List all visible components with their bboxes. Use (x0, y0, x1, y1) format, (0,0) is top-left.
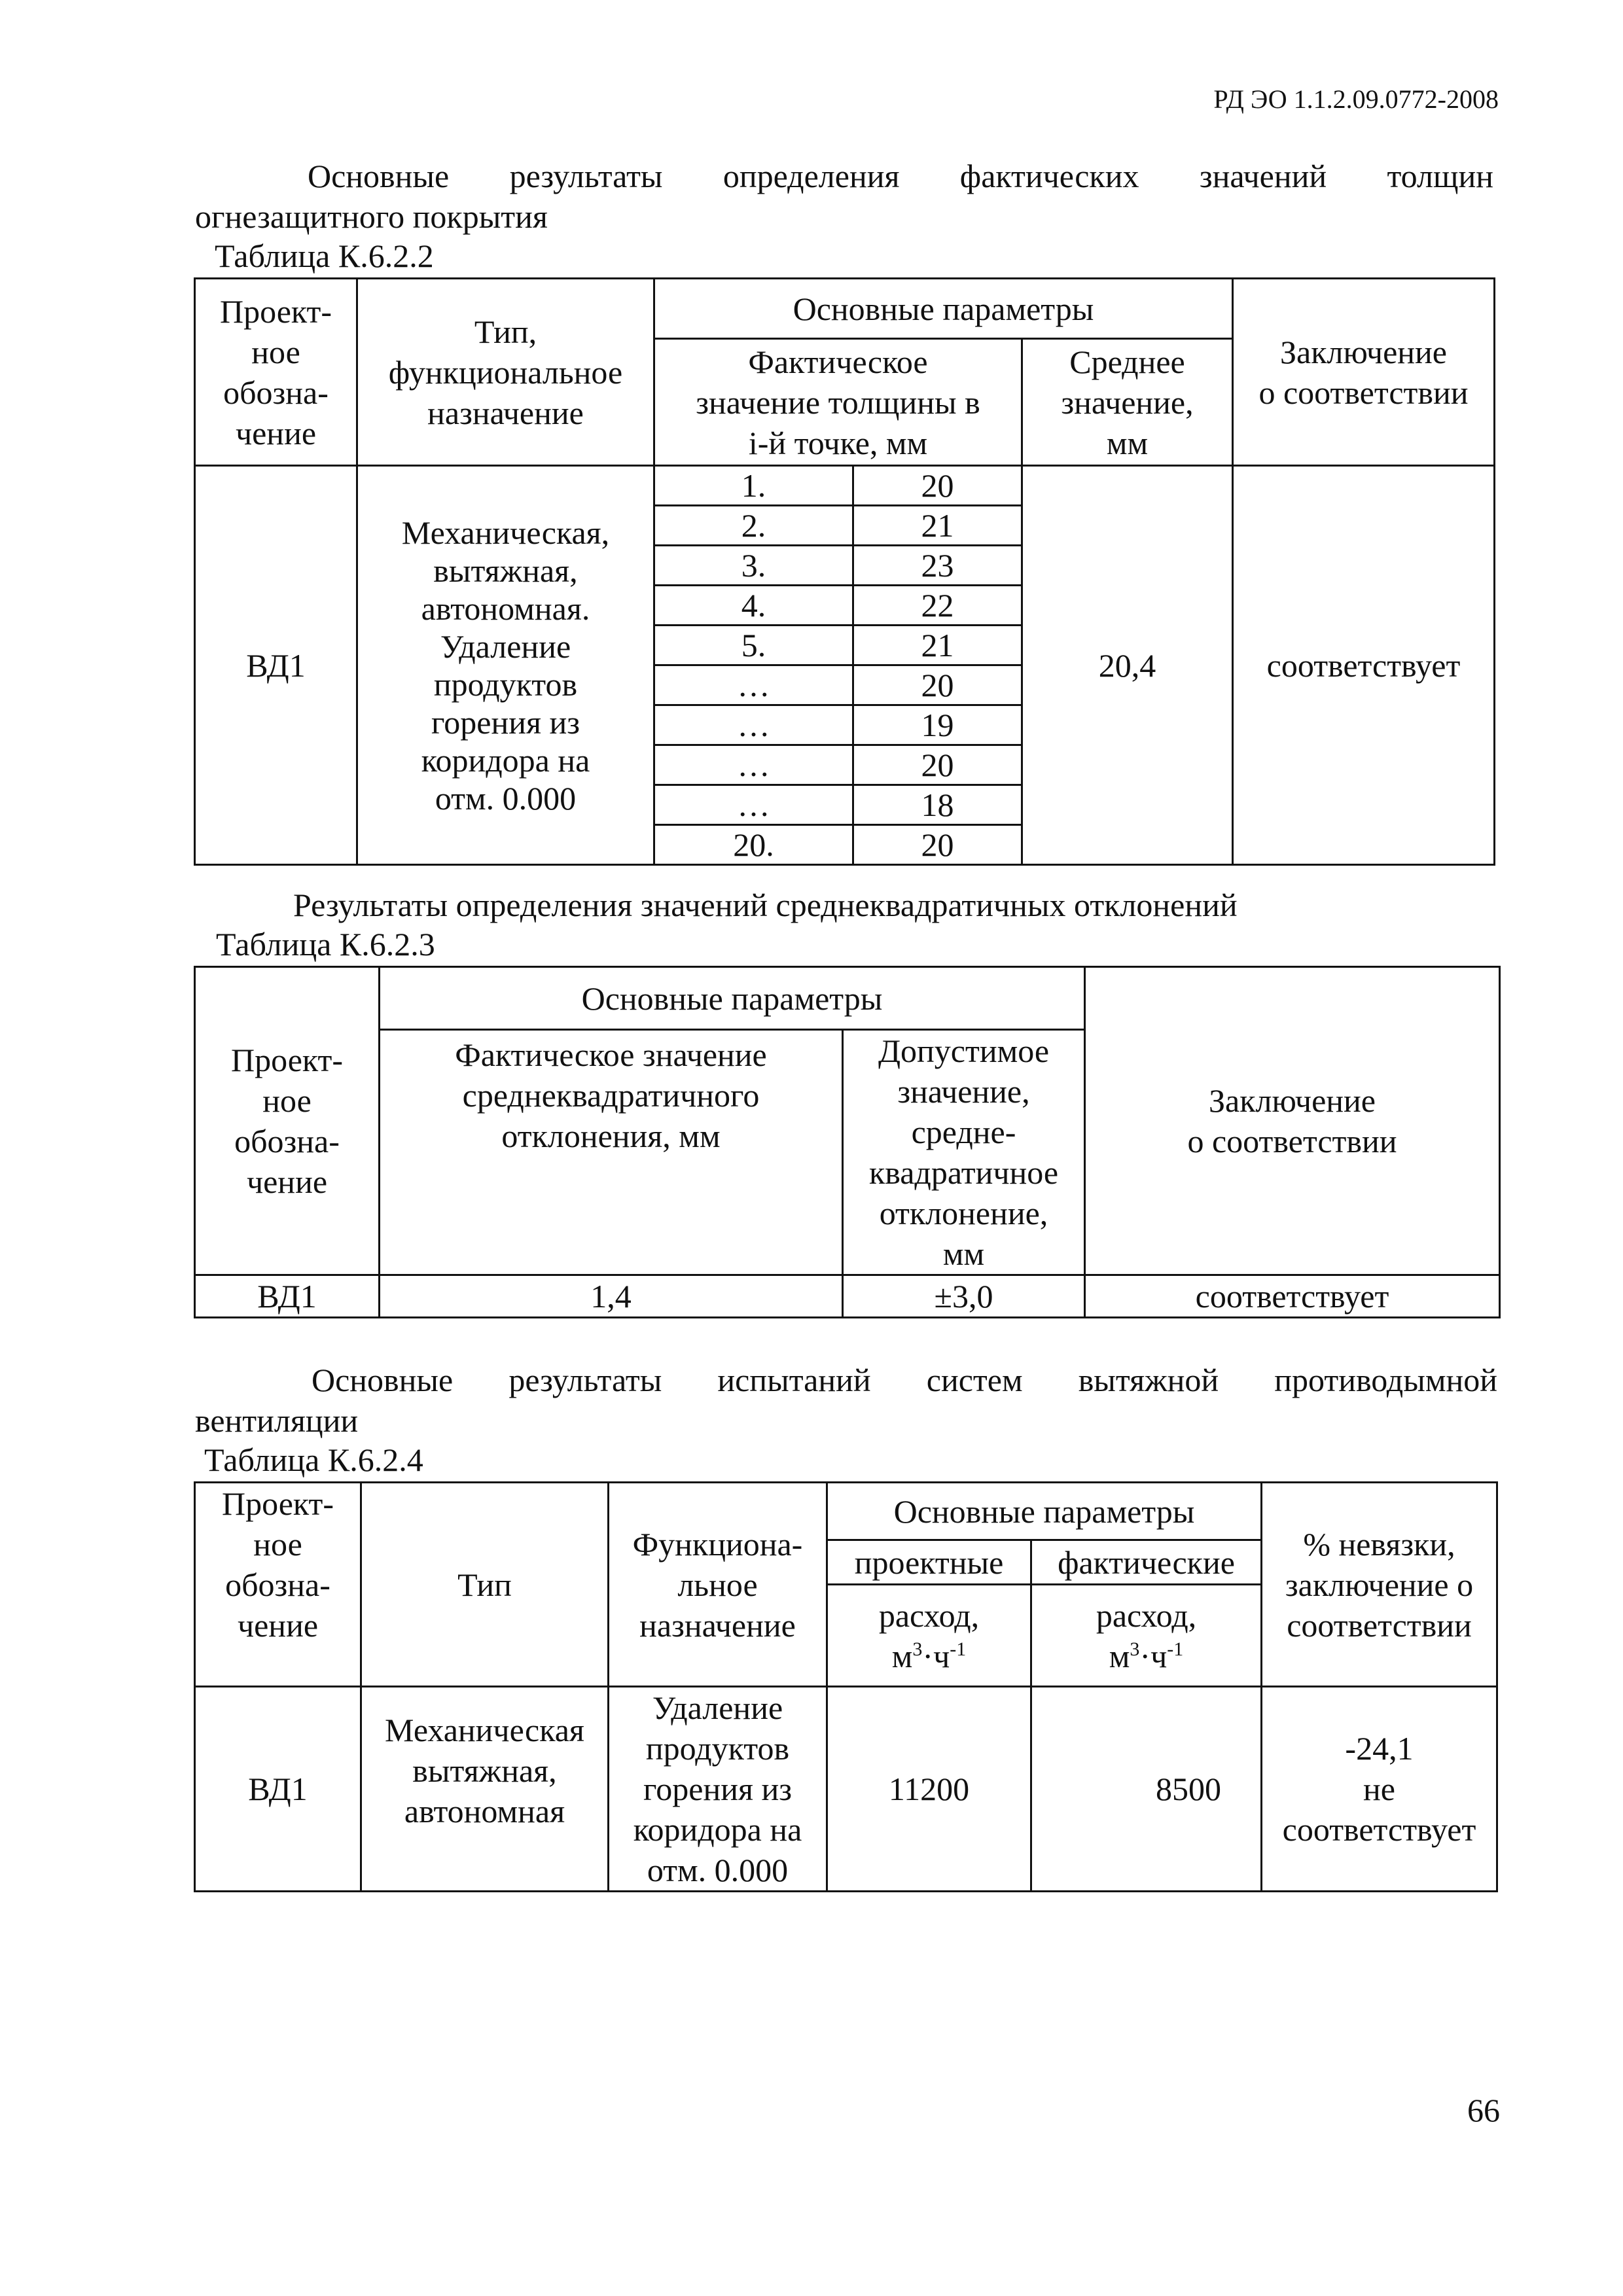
flow-unit-h: ·ч (1139, 1637, 1168, 1674)
point-number: 4. (654, 586, 853, 626)
section3-heading-line2: вентиляции (195, 1402, 359, 1439)
cell-function: Удаление продуктов горения из коридора на отм. 0.000 (609, 1687, 827, 1892)
point-value: 20 (853, 665, 1022, 705)
point-number: 2. (654, 506, 853, 546)
cell-design-flow: 11200 (827, 1687, 1031, 1892)
point-number: … (654, 705, 853, 745)
header-conclusion: % невязки, заключение о соответствии (1262, 1483, 1497, 1687)
header-flow-unit-design (827, 1585, 1031, 1687)
point-number: … (654, 745, 853, 785)
point-value: 23 (853, 546, 1022, 586)
cell-allowed-rms: ±3,0 (843, 1275, 1085, 1318)
cell-designation: ВД1 (195, 1687, 361, 1892)
page-number: 66 (1467, 2092, 1500, 2128)
point-number: 5. (654, 626, 853, 665)
header-flow-unit-actual (1031, 1585, 1262, 1687)
cell-type: Механическая, вытяжная, автономная. Удаление продуктов горения из коридора на отм. 0.000 (357, 466, 654, 865)
point-value: 19 (853, 705, 1022, 745)
point-value: 18 (853, 785, 1022, 825)
table-k624-caption: Таблица К.6.2.4 (204, 1441, 423, 1478)
point-value: 20 (853, 466, 1022, 506)
cell-conclusion: соответствует (1233, 466, 1495, 865)
point-value: 20 (853, 745, 1022, 785)
cell-designation: ВД1 (195, 1275, 380, 1318)
section2-heading: Результаты определения значений среднеквадратичных отклонений (293, 887, 1238, 923)
header-design-flow: проектные (827, 1540, 1031, 1585)
flow-unit-exp: 3 (912, 1638, 923, 1660)
flow-label: расход, (1096, 1597, 1197, 1634)
table-k623-caption: Таблица К.6.2.3 (216, 926, 435, 963)
header-type: Тип (361, 1483, 609, 1687)
header-designation: Проект- ное обозна- чение (195, 967, 380, 1275)
table-k622 (194, 277, 1495, 866)
header-conclusion: Заключение о соответствии (1085, 967, 1500, 1275)
point-number: … (654, 665, 853, 705)
header-main-params: Основные параметры (654, 279, 1233, 339)
cell-type: Механическая вытяжная, автономная (361, 1687, 609, 1892)
flow-unit-exp: -1 (1167, 1638, 1184, 1660)
cell-conclusion: соответствует (1085, 1275, 1500, 1318)
point-number: 1. (654, 466, 853, 506)
table-k623 (194, 966, 1501, 1318)
header-main-params: Основные параметры (380, 967, 1085, 1030)
header-designation: Проект- ное обозна- чение (195, 1483, 361, 1687)
table-k624 (194, 1481, 1498, 1892)
flow-unit-h: ·ч (922, 1637, 950, 1674)
point-value: 22 (853, 586, 1022, 626)
point-value: 20 (853, 825, 1022, 865)
header-type: Тип, функциональное назначение (357, 279, 654, 466)
section1-heading-line1: Основные результаты определения фактических значений толщин (308, 158, 1493, 194)
table-k622-caption: Таблица К.6.2.2 (215, 238, 434, 274)
point-number: … (654, 785, 853, 825)
point-value: 21 (853, 626, 1022, 665)
header-function: Функциона- льное назначение (609, 1483, 827, 1687)
header-actual-flow: фактические (1031, 1540, 1262, 1585)
flow-unit-m: м (1109, 1637, 1130, 1674)
flow-unit-exp: -1 (950, 1638, 967, 1660)
point-number: 3. (654, 546, 853, 586)
header-conclusion: Заключение о соответствии (1233, 279, 1495, 466)
cell-designation: ВД1 (195, 466, 357, 865)
cell-conclusion: -24,1 не соответствует (1262, 1687, 1497, 1892)
header-actual-thickness: Фактическое значение толщины в i-й точке, мм (654, 339, 1022, 466)
header-designation: Проект- ное обозна- чение (195, 279, 357, 466)
cell-actual-rms: 1,4 (380, 1275, 843, 1318)
flow-unit-exp: 3 (1130, 1638, 1140, 1660)
point-value: 21 (853, 506, 1022, 546)
header-actual-rms: Фактическое значение среднеквадратичного отклонения, мм (380, 1030, 843, 1275)
point-number: 20. (654, 825, 853, 865)
flow-unit-m: м (891, 1637, 913, 1674)
cell-average: 20,4 (1022, 466, 1233, 865)
section1-heading-line2: огнезащитного покрытия (195, 198, 548, 235)
flow-label: расход, (878, 1597, 980, 1634)
document-code: РД ЭО 1.1.2.09.0772-2008 (1213, 84, 1499, 114)
section3-heading-line1: Основные результаты испытаний систем вытяжной противодымной (312, 1362, 1497, 1398)
header-allowed-rms: Допустимое значение, средне- квадратичное отклонение, мм (843, 1030, 1085, 1275)
cell-actual-flow: 8500 (1031, 1687, 1262, 1892)
header-average: Среднее значение, мм (1022, 339, 1233, 466)
header-main-params: Основные параметры (827, 1483, 1262, 1540)
